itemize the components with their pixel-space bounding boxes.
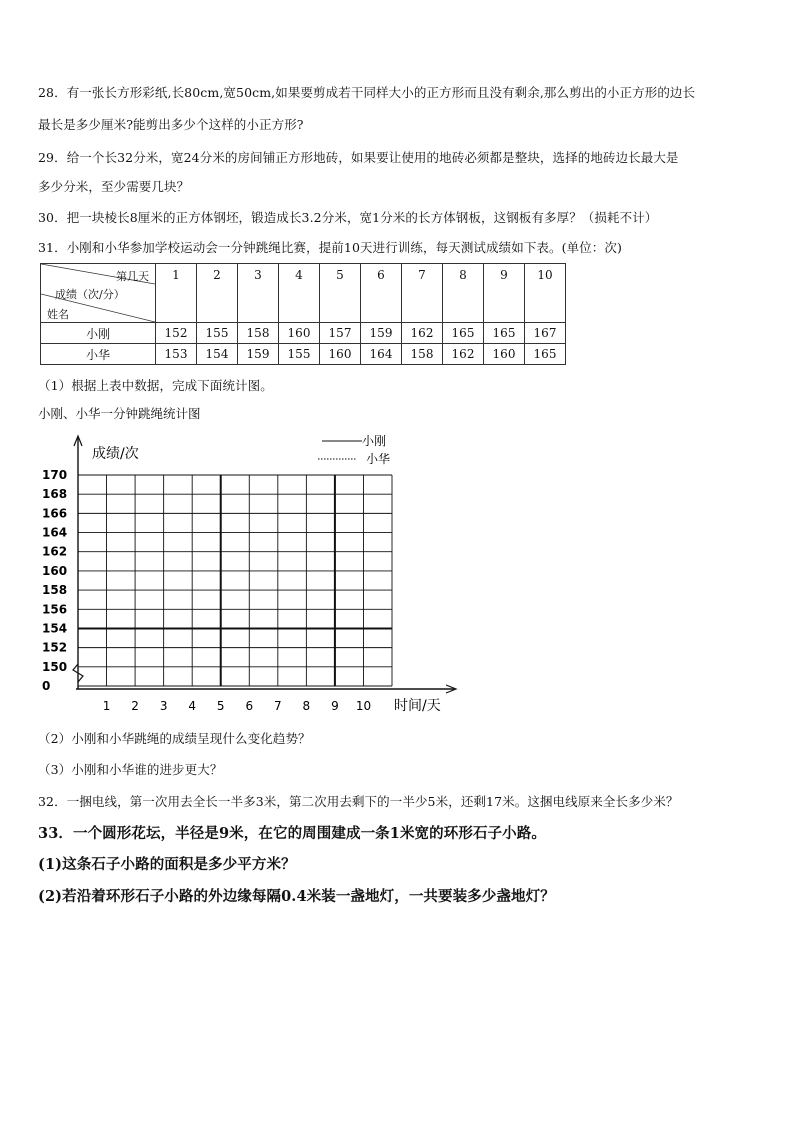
score-cell: 162 <box>443 344 484 365</box>
score-cell: 164 <box>361 344 402 365</box>
score-cell: 165 <box>484 323 525 344</box>
day-cell: 4 <box>279 264 320 323</box>
q31-line1: 31．小刚和小华参加学校运动会一分钟跳绳比赛，提前10天进行训练，每天测试成绩如下表。(单位：次) <box>38 240 622 255</box>
y-tick-label: 164 <box>42 525 68 540</box>
header-day-label: 第几天 <box>116 270 149 283</box>
legend-label-xiaohua: 小华 <box>366 452 391 466</box>
day-cell: 8 <box>443 264 484 323</box>
score-cell: 167 <box>525 323 566 344</box>
score-cell: 152 <box>156 323 197 344</box>
q29-line2: 多少分米，至少需要几块？ <box>38 179 190 194</box>
score-cell: 160 <box>279 323 320 344</box>
score-cell: 154 <box>197 344 238 365</box>
q31-sub2: （2）小刚和小华跳绳的成绩呈现什么变化趋势？ <box>38 731 311 746</box>
y-tick-label: 0 <box>42 679 51 693</box>
y-tick-label: 162 <box>42 544 68 559</box>
score-cell: 160 <box>484 344 525 365</box>
q29-line1: 29．给一个长32分米，宽24分米的房间铺正方形地砖，如果要让使用的地砖必须都是整块，选择的地砖边长最大是 <box>38 150 679 165</box>
y-tick-label: 158 <box>42 583 68 598</box>
header-name-label: 姓名 <box>47 308 69 321</box>
day-cell: 7 <box>402 264 443 323</box>
x-tick-label: 2 <box>131 699 139 713</box>
x-tick-label: 9 <box>331 699 339 713</box>
score-cell: 157 <box>320 323 361 344</box>
x-tick-label: 7 <box>273 699 282 713</box>
y-tick-label: 168 <box>42 487 68 502</box>
q31-sub3: （3）小刚和小华谁的进步更大？ <box>38 762 223 777</box>
score-cell: 158 <box>402 344 443 365</box>
day-cell: 9 <box>484 264 525 323</box>
y-tick-label: 160 <box>42 563 68 578</box>
table-row-xiaohua <box>41 344 566 365</box>
q28-line1: 28．有一张长方形彩纸,长80cm,宽50cm,如果要剪成若干同样大小的正方形而且没有剩余,那么剪出的小正方形的边长 <box>38 85 696 100</box>
q32-line1: 32．一捆电线，第一次用去全长一半多3米，第二次用去剩下的一半少5米，还剩17米。这捆电线原来全长多少米？ <box>38 794 679 809</box>
y-axis-label: 成绩/次 <box>92 446 139 462</box>
q28-line2: 最长是多少厘米?能剪出多少个这样的小正方形? <box>38 117 304 132</box>
chart-svg <box>36 428 466 718</box>
row-name: 小华 <box>41 344 156 365</box>
day-cell: 3 <box>238 264 279 323</box>
x-tick-label: 1 <box>102 699 111 713</box>
legend-label-xiaogang: 小刚 <box>362 434 387 448</box>
day-cell: 10 <box>525 264 566 323</box>
x-tick-label: 6 <box>245 699 254 713</box>
score-cell: 160 <box>320 344 361 365</box>
x-tick-label: 10 <box>355 699 372 713</box>
score-cell: 158 <box>238 323 279 344</box>
chart-title: 小刚、小华一分钟跳绳统计图 <box>38 406 201 421</box>
x-tick-label: 3 <box>159 699 168 713</box>
x-tick-label: 8 <box>302 699 311 713</box>
y-tick-label: 170 <box>42 468 68 482</box>
table-header-row <box>41 264 566 323</box>
score-cell: 159 <box>238 344 279 365</box>
q33-line1: 33．一个圆形花坛，半径是9米，在它的周围建成一条1米宽的环形石子小路。 <box>38 825 546 842</box>
score-cell: 162 <box>402 323 443 344</box>
y-tick-label: 156 <box>42 602 68 617</box>
score-cell: 155 <box>279 344 320 365</box>
score-cell: 165 <box>443 323 484 344</box>
score-cell: 159 <box>361 323 402 344</box>
x-tick-label: 5 <box>216 699 225 713</box>
x-axis-label: 时间/天 <box>394 698 441 714</box>
score-cell: 155 <box>197 323 238 344</box>
day-cell: 2 <box>197 264 238 323</box>
day-cell: 1 <box>156 264 197 323</box>
score-cell: 153 <box>156 344 197 365</box>
day-cell: 5 <box>320 264 361 323</box>
q30-line1: 30．把一块棱长8厘米的正方体钢坯，锻造成长3.2分米，宽1分米的长方体钢板，这钢板有多厚？（损耗不计） <box>38 210 658 225</box>
score-cell: 165 <box>525 344 566 365</box>
y-tick-label: 166 <box>42 506 68 521</box>
score-table <box>40 263 566 365</box>
row-name: 小刚 <box>41 323 156 344</box>
y-tick-label: 150 <box>42 659 68 674</box>
table-row-xiaogang <box>41 323 566 344</box>
y-tick-label: 154 <box>42 621 68 636</box>
header-score-label: 成绩（次/分） <box>55 288 125 301</box>
q33-line3: (2)若沿着环形石子小路的外边缘每隔0.4米装一盏地灯，一共要装多少盏地灯？ <box>38 888 555 905</box>
y-tick-label: 152 <box>42 640 68 655</box>
q31-sub1: （1）根据上表中数据，完成下面统计图。 <box>38 378 273 393</box>
x-tick-label: 4 <box>188 699 197 713</box>
day-cell: 6 <box>361 264 402 323</box>
q33-line2: (1)这条石子小路的面积是多少平方米？ <box>38 856 296 873</box>
diagonal-header-cell <box>41 264 156 323</box>
